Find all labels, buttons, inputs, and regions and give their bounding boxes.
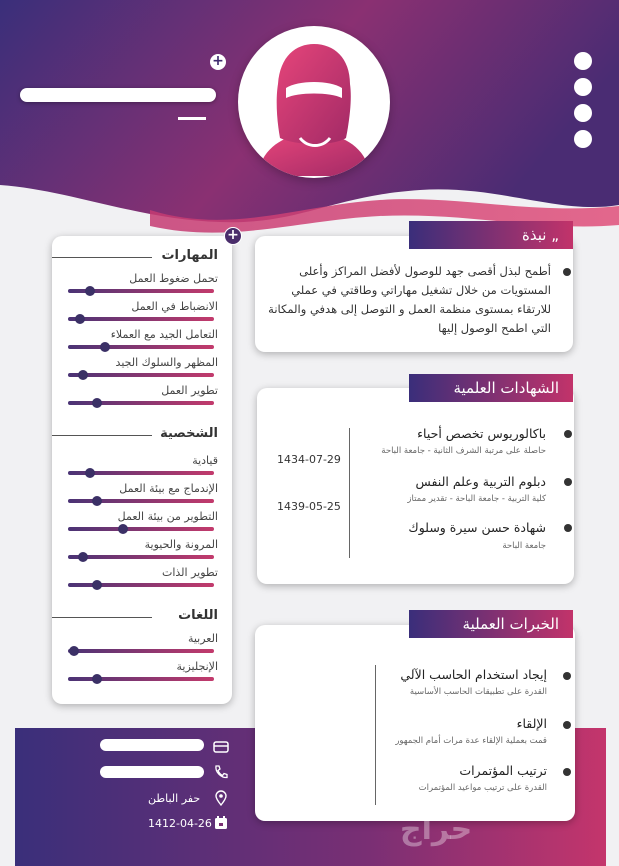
skill-label: المظهر والسلوك الجيد <box>115 356 218 369</box>
phone-field <box>100 739 204 751</box>
dot <box>574 78 592 96</box>
education-card <box>257 388 574 584</box>
skill-level-knob <box>92 398 102 408</box>
card-icon <box>213 739 229 755</box>
divider <box>52 617 152 618</box>
education-title: دبلوم التربية وعلم النفس <box>415 474 546 489</box>
education-section-title: الشهادات العلمية <box>409 374 573 402</box>
about-text: أطمح لبذل أقصى جهد للوصول لأفضل المراكز وأعلى المستويات من خلال تشغيل مهاراتي وطاقتي في عملي للارتقاء بمستوى منظمة العمل و التوصل إلى هدفي والمكانة التي اطمح الوصول إليها <box>268 264 551 335</box>
bullet <box>563 268 571 276</box>
niqab-woman-icon <box>238 26 390 178</box>
skill-label: التطوير من بيئة العمل <box>117 510 218 523</box>
education-date: 1439-05-25 <box>277 500 341 513</box>
skill-label: المرونة والحيوية <box>144 538 218 551</box>
bullet <box>564 478 572 486</box>
skill-level-knob <box>92 674 102 684</box>
experience-title: إيجاد استخدام الحاسب الآلي <box>400 667 547 682</box>
experience-sub: القدرة على تطبيقات الحاسب الأساسية <box>409 687 547 697</box>
name-underline <box>178 117 206 120</box>
about-title: نبذة „ <box>409 221 573 249</box>
skill-level-bar <box>68 677 214 681</box>
experience-card <box>255 625 575 821</box>
plus-icon: + <box>224 227 242 245</box>
education-title: باكالوريوس تخصص أحياء <box>417 426 546 441</box>
bullet <box>563 768 571 776</box>
skill-level-bar <box>68 527 214 531</box>
bullet <box>563 721 571 729</box>
experience-sub: القدرة على ترتيب مواعيد المؤتمرات <box>418 783 547 793</box>
calendar-icon <box>213 815 229 831</box>
skill-label: تطوير الذات <box>162 566 218 579</box>
skill-label: قيادية <box>192 454 218 467</box>
skill-level-bar <box>68 499 214 503</box>
skill-level-bar <box>68 471 214 475</box>
experience-sub: قمت بعملية الإلقاء عدة مرات أمام الجمهور <box>395 736 547 746</box>
skill-label: الإنجليزية <box>176 660 218 673</box>
skill-level-knob <box>100 342 110 352</box>
bullet <box>564 430 572 438</box>
personal-heading: الشخصية <box>160 426 218 441</box>
skills-heading: المهارات <box>161 248 218 263</box>
skill-label: الانضباط في العمل <box>131 300 218 313</box>
education-sub: حاصلة على مرتبة الشرف الثانية - جامعة الباحة <box>381 446 546 456</box>
skill-level-bar <box>68 649 214 653</box>
education-sub: كلية التربية - جامعة الباحة - تقدير ممتاز <box>407 494 546 504</box>
experience-title: ترتيب المؤتمرات <box>459 763 547 778</box>
timeline-line <box>375 665 376 805</box>
skill-level-bar <box>68 401 214 405</box>
languages-heading: اللغات <box>178 608 218 623</box>
skill-level-bar <box>68 317 214 321</box>
skill-label: تطوير العمل <box>161 384 218 397</box>
about-card <box>255 236 573 352</box>
skill-level-knob <box>92 580 102 590</box>
dot <box>574 130 592 148</box>
bullet <box>564 524 572 532</box>
education-sub: جامعة الباحة <box>502 541 546 551</box>
timeline-line <box>349 428 350 558</box>
skill-label: تحمل ضغوط العمل <box>129 272 218 285</box>
birthdate-text: 1412-04-26 <box>148 817 212 830</box>
skill-level-knob <box>85 468 95 478</box>
skill-level-bar <box>68 373 214 377</box>
skill-level-bar <box>68 345 214 349</box>
divider <box>52 257 152 258</box>
skill-level-knob <box>78 370 88 380</box>
skill-level-knob <box>78 552 88 562</box>
plus-icon: + <box>210 54 226 70</box>
skill-level-knob <box>118 524 128 534</box>
bullet <box>563 672 571 680</box>
experience-section-title: الخبرات العملية <box>409 610 573 638</box>
skill-level-bar <box>68 583 214 587</box>
avatar <box>238 26 390 178</box>
skill-label: الإندماج مع بيئة العمل <box>119 482 218 495</box>
experience-title: الإلقاء <box>516 716 547 731</box>
decorative-dots <box>574 52 592 156</box>
skill-label: التعامل الجيد مع العملاء <box>110 328 218 341</box>
name-placeholder-bar <box>20 88 216 102</box>
left-panel <box>52 236 232 704</box>
skill-level-bar <box>68 555 214 559</box>
dot <box>574 104 592 122</box>
skill-level-bar <box>68 289 214 293</box>
skill-level-knob <box>92 496 102 506</box>
skill-level-knob <box>75 314 85 324</box>
dot <box>574 52 592 70</box>
education-date: 1434-07-29 <box>277 453 341 466</box>
skill-label: العربية <box>187 632 218 645</box>
skill-level-knob <box>85 286 95 296</box>
watermark: حراج <box>400 812 473 847</box>
divider <box>52 435 152 436</box>
phone-icon <box>213 764 229 780</box>
email-field <box>100 766 204 778</box>
location-pin-icon <box>213 790 229 806</box>
skill-level-knob <box>69 646 79 656</box>
education-title: شهادة حسن سيرة وسلوك <box>408 520 546 535</box>
location-text: حفر الباطن <box>148 792 201 805</box>
